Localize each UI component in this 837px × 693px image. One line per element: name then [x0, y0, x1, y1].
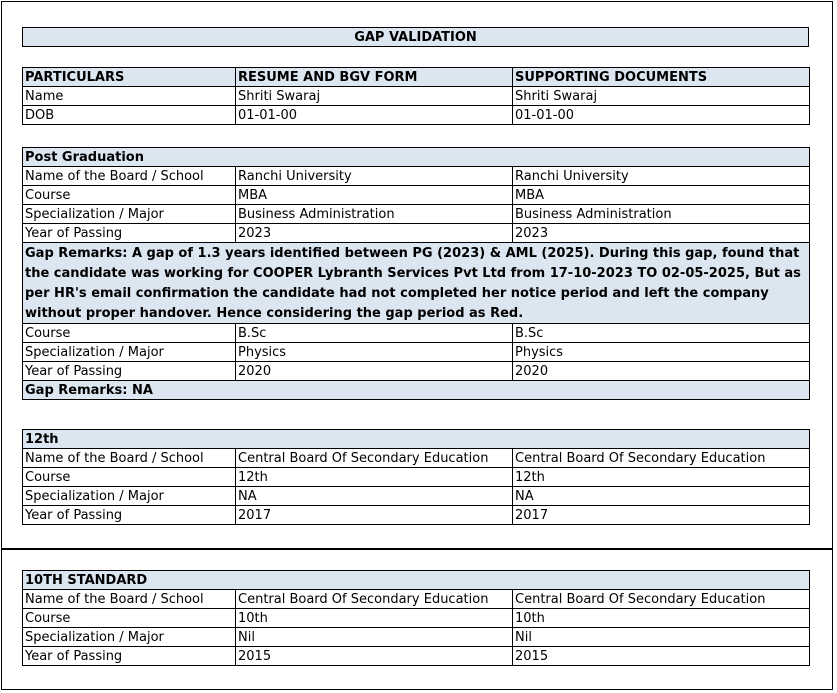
row-docs-value: Central Board Of Secondary Education [513, 590, 810, 609]
row-resume-value: 2023 [236, 224, 513, 243]
row-resume-value: Central Board Of Secondary Education [236, 449, 513, 468]
row-docs-value: 10th [513, 609, 810, 628]
row-label: Name of the Board / School [23, 167, 236, 186]
row-docs-value: Nil [513, 628, 810, 647]
section-heading: Post Graduation [23, 148, 810, 167]
row-docs-value: Physics [513, 343, 810, 362]
row-label: Specialization / Major [23, 205, 236, 224]
header-documents: SUPPORTING DOCUMENTS [513, 68, 810, 87]
row-label: Course [23, 186, 236, 205]
row-label: Year of Passing [23, 506, 236, 525]
row-docs-value: 12th [513, 468, 810, 487]
row-docs-value: Shriti Swaraj [513, 87, 810, 106]
row-label: Course [23, 609, 236, 628]
row-label: Course [23, 468, 236, 487]
row-label: Name [23, 87, 236, 106]
row-label: Name of the Board / School [23, 449, 236, 468]
row-resume-value: MBA [236, 186, 513, 205]
row-docs-value: 2015 [513, 647, 810, 666]
row-resume-value: Physics [236, 343, 513, 362]
row-resume-value: 2020 [236, 362, 513, 381]
row-resume-value: Ranchi University [236, 167, 513, 186]
row-resume-value: Shriti Swaraj [236, 87, 513, 106]
row-resume-value: 2015 [236, 647, 513, 666]
row-resume-value: Central Board Of Secondary Education [236, 590, 513, 609]
row-label: Year of Passing [23, 647, 236, 666]
row-label: Course [23, 324, 236, 343]
gap-remarks-graduation: Gap Remarks: NA [23, 381, 810, 400]
header-resume: RESUME AND BGV FORM [236, 68, 513, 87]
row-resume-value: NA [236, 487, 513, 506]
row-docs-value: 2020 [513, 362, 810, 381]
row-label: Specialization / Major [23, 628, 236, 647]
row-docs-value: Business Administration [513, 205, 810, 224]
row-docs-value: Central Board Of Secondary Education [513, 449, 810, 468]
row-resume-value: 10th [236, 609, 513, 628]
gap-remarks-pg: Gap Remarks: A gap of 1.3 years identified between PG (2023) & AML (2025). During this gap, found that the candidate was working for COOPER Lybranth Services Pvt Ltd from 17-10-2023 TO 02-05-2025, But as per HR's email confirmation the candidate had not completed her notice period and left the company without proper handover. Hence considering the gap period as Red. [23, 243, 810, 324]
twelfth-table [22, 429, 810, 525]
row-resume-value: Nil [236, 628, 513, 647]
row-resume-value: 01-01-00 [236, 106, 513, 125]
row-docs-value: 2023 [513, 224, 810, 243]
row-resume-value: Business Administration [236, 205, 513, 224]
row-label: Year of Passing [23, 362, 236, 381]
row-label: DOB [23, 106, 236, 125]
row-label: Specialization / Major [23, 343, 236, 362]
row-docs-value: Ranchi University [513, 167, 810, 186]
row-resume-value: 12th [236, 468, 513, 487]
section-heading: 10TH STANDARD [23, 571, 810, 590]
row-docs-value: NA [513, 487, 810, 506]
section-heading: 12th [23, 430, 810, 449]
particulars-table [22, 67, 810, 125]
row-resume-value: 2017 [236, 506, 513, 525]
header-particulars: PARTICULARS [23, 68, 236, 87]
row-resume-value: B.Sc [236, 324, 513, 343]
row-docs-value: 2017 [513, 506, 810, 525]
page-title: GAP VALIDATION [22, 27, 809, 47]
row-docs-value: MBA [513, 186, 810, 205]
row-docs-value: B.Sc [513, 324, 810, 343]
post-graduation-table [22, 147, 810, 400]
row-label: Specialization / Major [23, 487, 236, 506]
row-label: Name of the Board / School [23, 590, 236, 609]
tenth-table [22, 570, 810, 666]
row-label: Year of Passing [23, 224, 236, 243]
row-docs-value: 01-01-00 [513, 106, 810, 125]
